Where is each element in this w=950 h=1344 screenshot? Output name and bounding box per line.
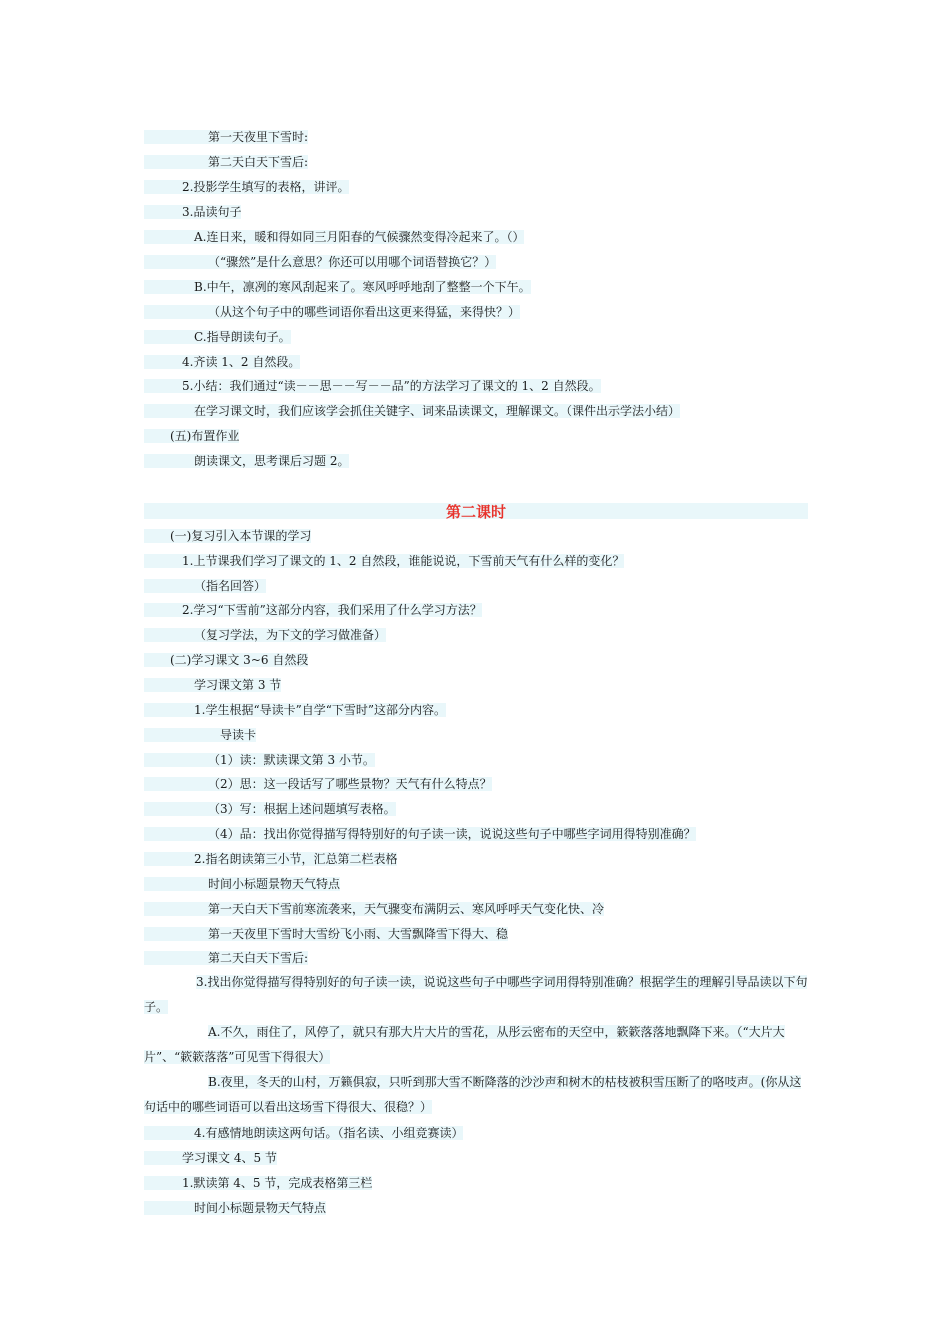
text-line: (五)布置作业: [170, 429, 240, 443]
text-line: (一)复习引入本节课的学习: [170, 529, 312, 543]
text-line: B.中午，凛冽的寒风刮起来了。寒风呼呼地刮了整整一个下午。: [194, 280, 531, 294]
text-line: (二)学习课文 3~6 自然段: [170, 653, 309, 667]
paragraph: A.不久，雨住了，风停了，就只有那大片大片的雪花，从彤云密布的天空中，簌簌落落地飘降下来。（“大片大片”、“簌簌落落”可见雪下得很大）: [144, 1025, 785, 1064]
text-line: 第二天白天下雪后:: [208, 155, 309, 169]
paragraph: B.夜里，冬天的山村，万籁俱寂，只听到那大雪不断降落的沙沙声和树木的枯枝被积雪压断了的咯吱声。(你从这句话中的哪些词语可以看出这场雪下得很大、很稳？）: [144, 1075, 802, 1114]
text-line: （“骤然”是什么意思？你还可以用哪个词语替换它？）: [208, 255, 497, 269]
text-line: 5.小结：我们通过“读－－思－－写－－品”的方法学习了课文的 1、2 自然段。: [182, 379, 601, 393]
paragraph: 3.找出你觉得描写得特别好的句子读一读，说说这些句子中哪些字词用得特别准确？根据学生的理解引导品读以下句子。: [144, 975, 808, 1014]
text-line: 1.上节课我们学习了课文的 1、2 自然段，谁能说说，下雪前天气有什么样的变化？: [182, 554, 625, 568]
text-line: 第一天夜里下雪时大雪纷飞小雨、大雪飘降雪下得大、稳: [208, 927, 509, 941]
text-line: 时间小标题景物天气特点: [194, 1201, 327, 1215]
text-line: （3）写：根据上述问题填写表格。: [208, 802, 396, 816]
text-line: A.连日来，暖和得如同三月阳春的气候骤然变得冷起来了。（）: [194, 230, 525, 244]
text-line: 2.学习“下雪前”这部分内容，我们采用了什么学习方法？: [182, 603, 482, 617]
text-line: （指名回答）: [194, 579, 267, 593]
text-line: 2.指名朗读第三小节，汇总第二栏表格: [194, 852, 398, 866]
text-line: 学习课文第 3 节: [194, 678, 282, 692]
text-line: 在学习课文时，我们应该学会抓住关键字、词来品读课文，理解课文。（课件出示学法小结）: [194, 404, 681, 418]
text-line: （2）思：这一段话写了哪些景物？天气有什么特点？: [208, 777, 492, 791]
text-line: 4.齐读 1、2 自然段。: [182, 355, 301, 369]
text-line: 第一天白天下雪前寒流袭来，天气骤变布满阴云、寒风呼呼天气变化快、冷: [208, 902, 605, 916]
text-line: 学习课文 4、5 节: [182, 1151, 277, 1165]
text-line: 3.品读句子: [182, 205, 242, 219]
text-line: 导读卡: [220, 728, 257, 742]
text-line: （4）品：找出你觉得描写得特别好的句子读一读，说说这些句子中哪些字词用得特别准确？: [208, 827, 696, 841]
section-title: 第二课时: [445, 503, 506, 521]
text-line: 朗读课文，思考课后习题 2。: [194, 454, 350, 468]
text-line: 4.有感情地朗读这两句话。（指名读、小组竞赛读）: [194, 1126, 464, 1140]
text-line: 时间小标题景物天气特点: [208, 877, 341, 891]
text-line: 2.投影学生填写的表格，讲评。: [182, 180, 350, 194]
text-line: （复习学法，为下文的学习做准备）: [194, 628, 387, 642]
text-line: 第一天夜里下雪时:: [208, 130, 309, 144]
text-line: （从这个句子中的哪些词语你看出这更来得猛，来得快？）: [208, 305, 521, 319]
text-line: 1.默读第 4、5 节，完成表格第三栏: [182, 1176, 373, 1190]
text-line: C.指导朗读句子。: [194, 330, 291, 344]
text-line: 第二天白天下雪后:: [208, 951, 309, 965]
text-line: 1.学生根据“导读卡”自学“下雪时”这部分内容。: [194, 703, 446, 717]
text-line: （1）读：默读课文第 3 小节。: [208, 753, 375, 767]
